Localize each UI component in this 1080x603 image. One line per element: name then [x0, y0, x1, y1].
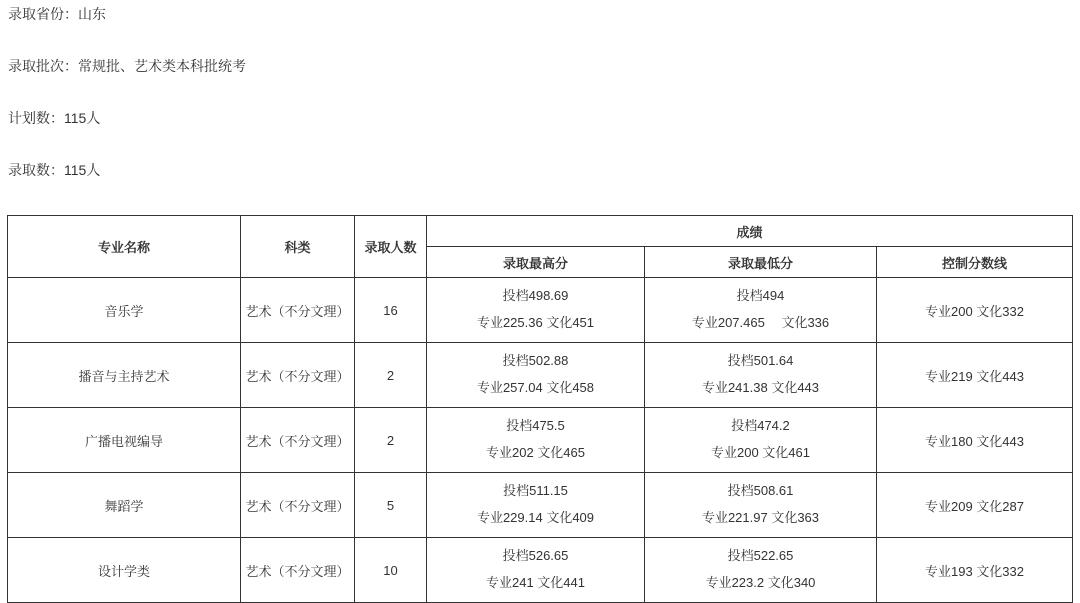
table-row: [8, 473, 1073, 538]
max-score-toudang: 投档475.5: [506, 417, 565, 433]
cell-min-score: [645, 408, 877, 473]
cell-max-score: [427, 278, 645, 343]
table-row: [8, 278, 1073, 343]
min-score-detail: 专业207.465 文化336: [691, 314, 830, 330]
col-header-admitted-count: 录取人数: [355, 216, 427, 278]
cell-category: 艺术（不分文理）: [241, 473, 355, 538]
min-score-detail: 专业200 文化461: [711, 444, 810, 460]
cell-control-line: 专业193 文化332: [877, 538, 1073, 603]
max-score-detail: 专业241 文化441: [486, 574, 585, 590]
cell-control-line: 专业180 文化443: [877, 408, 1073, 473]
cell-category: 艺术（不分文理）: [241, 278, 355, 343]
cell-major: 播音与主持艺术: [8, 343, 241, 408]
cell-category: 艺术（不分文理）: [241, 408, 355, 473]
max-score-detail: 专业202 文化465: [486, 444, 585, 460]
cell-admitted-count: 16: [355, 278, 427, 343]
min-score-toudang: 投档508.61: [727, 482, 794, 498]
cell-control-line: 专业200 文化332: [877, 278, 1073, 343]
info-line-planned-count: 计划数：115人: [8, 110, 101, 126]
cell-major: 音乐学: [8, 278, 241, 343]
cell-admitted-count: 2: [355, 343, 427, 408]
cell-max-score: [427, 343, 645, 408]
admission-summary: [0, 0, 1080, 178]
cell-max-score: [427, 473, 645, 538]
cell-admitted-count: 5: [355, 473, 427, 538]
table-header: [8, 216, 1073, 278]
cell-category: 艺术（不分文理）: [241, 538, 355, 603]
cell-major: 设计学类: [8, 538, 241, 603]
col-header-category: 科类: [241, 216, 355, 278]
max-score-toudang: 投档502.88: [502, 352, 569, 368]
max-score-toudang: 投档498.69: [502, 287, 569, 303]
min-score-detail: 专业241.38 文化443: [701, 379, 820, 395]
col-header-max-score: 录取最高分: [427, 247, 645, 278]
cell-min-score: [645, 343, 877, 408]
max-score-toudang: 投档526.65: [502, 547, 569, 563]
col-header-major: 专业名称: [8, 216, 241, 278]
col-header-control-line: 控制分数线: [877, 247, 1073, 278]
info-line-batch: 录取批次：常规批、艺术类本科批统考: [8, 58, 246, 74]
max-score-toudang: 投档511.15: [503, 482, 568, 498]
min-score-toudang: 投档501.64: [727, 352, 794, 368]
max-score-detail: 专业229.14 文化409: [476, 509, 595, 525]
cell-major: 舞蹈学: [8, 473, 241, 538]
col-header-score-group: 成绩: [427, 216, 1073, 247]
cell-max-score: [427, 538, 645, 603]
cell-max-score: [427, 408, 645, 473]
admission-score-table: [7, 215, 1073, 603]
table-row: [8, 343, 1073, 408]
info-line-admitted-count: 录取数：115人: [8, 162, 101, 178]
min-score-detail: 专业223.2 文化340: [705, 574, 816, 590]
cell-min-score: [645, 278, 877, 343]
min-score-detail: 专业221.97 文化363: [701, 509, 820, 525]
cell-min-score: [645, 538, 877, 603]
min-score-toudang: 投档474.2: [731, 417, 790, 433]
cell-admitted-count: 2: [355, 408, 427, 473]
col-header-min-score: 录取最低分: [645, 247, 877, 278]
cell-control-line: 专业209 文化287: [877, 473, 1073, 538]
cell-major: 广播电视编导: [8, 408, 241, 473]
table-row: [8, 408, 1073, 473]
info-line-province: 录取省份：山东: [8, 6, 106, 22]
min-score-toudang: 投档494: [736, 287, 785, 303]
max-score-detail: 专业225.36 文化451: [476, 314, 595, 330]
min-score-toudang: 投档522.65: [727, 547, 794, 563]
max-score-detail: 专业257.04 文化458: [476, 379, 595, 395]
cell-admitted-count: 10: [355, 538, 427, 603]
cell-min-score: [645, 473, 877, 538]
table-row: [8, 538, 1073, 603]
cell-category: 艺术（不分文理）: [241, 343, 355, 408]
cell-control-line: 专业219 文化443: [877, 343, 1073, 408]
